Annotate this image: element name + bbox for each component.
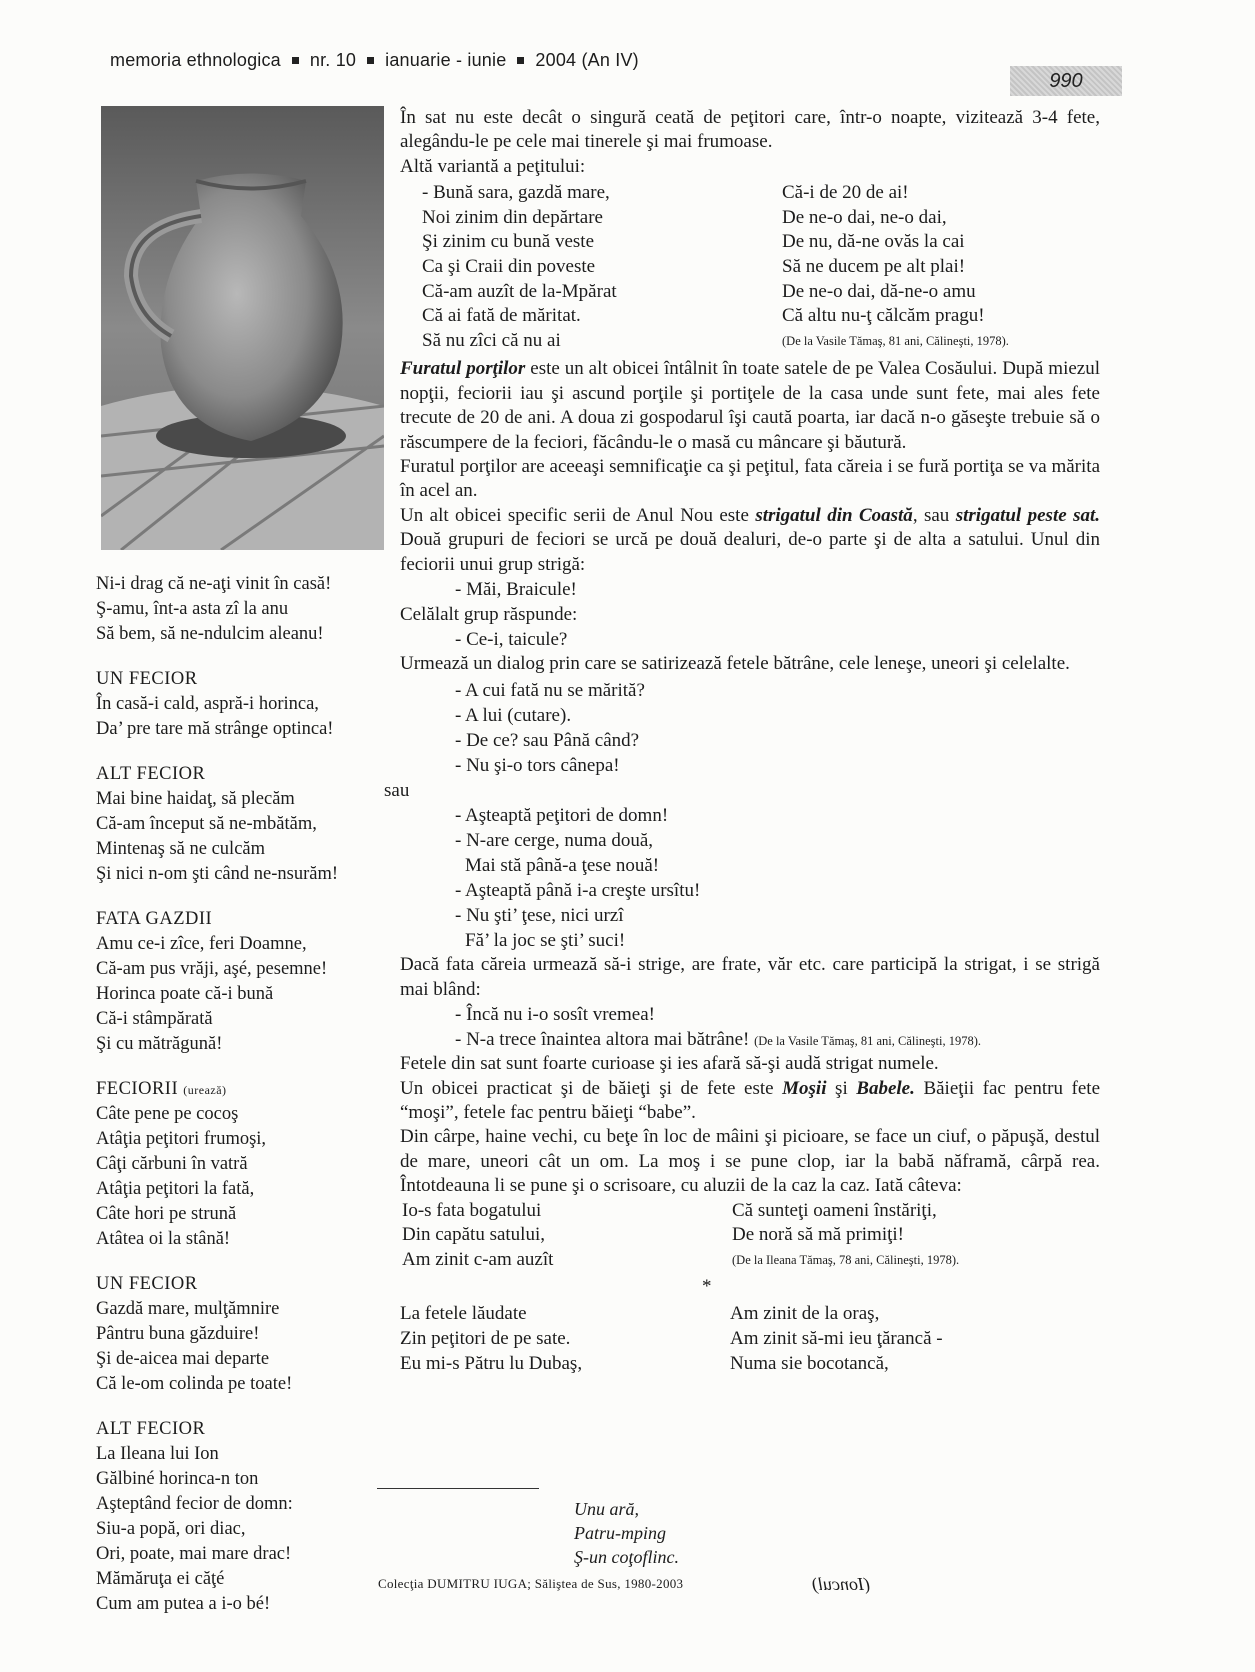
verse-line: Zin peţitori de pe sate. <box>400 1328 571 1350</box>
verse-line: Gălbiné horinca-n ton <box>96 1469 259 1489</box>
poem-left-column <box>400 1199 732 1273</box>
left-column-verses <box>96 572 386 1637</box>
collection-credit: Colecţia DUMITRU IUGA; Săliştea de Sus, 1980-2003 <box>378 1576 684 1591</box>
dialogue <box>400 577 1100 652</box>
verse-line: Din capătu satului, <box>402 1224 545 1246</box>
footnote-verse <box>574 1497 679 1569</box>
poem-left-column <box>400 181 782 353</box>
verse-line: Am zinit c-am auzît <box>402 1248 554 1270</box>
verse-line: Am zinit să-mi ieu ţărancă - <box>730 1328 943 1350</box>
verse-block <box>96 1077 386 1252</box>
paragraph: Furatul porţilor are aceeaşi semnificaţie ca şi peţitul, fata căreia i se fură portiţa se va mărita în acel an. <box>400 456 1100 502</box>
verse-line: Pântru buna găzduire! <box>96 1324 260 1344</box>
verse-line: De noră să mă primiţi! <box>732 1224 905 1246</box>
dialogue <box>400 1002 1100 1052</box>
paragraph <box>400 1077 1100 1126</box>
dialogue-line: - Măi, Braicule! <box>455 579 577 601</box>
paragraph: Altă variantă a peţitului: <box>400 155 586 177</box>
clay-jug-photo <box>101 106 384 550</box>
verse-block <box>96 762 386 887</box>
verse-line: Mai bine haidaţ, să plecăm <box>96 789 295 809</box>
speaker-heading: ALT FECIOR <box>96 1419 206 1439</box>
verse-line: Da’ pre tare mă strânge optinca! <box>96 719 334 739</box>
verse-line: Şi zinim cu bună veste <box>422 231 595 253</box>
verse-block <box>96 667 386 742</box>
verse-block <box>96 1417 386 1617</box>
verse-line: Siu-a popă, ori diac, <box>96 1519 246 1539</box>
running-header <box>110 50 639 71</box>
verse-line: Ca şi Craii din poveste <box>422 256 596 277</box>
footnote-rule <box>377 1488 539 1489</box>
paragraph-text: Două grupuri de feciori se urcă pe două dealuri, de-o parte şi de alta a satului. Unul din feciorii unui grup strigă: <box>400 529 1100 575</box>
speaker-heading <box>96 1077 386 1102</box>
source-citation: (De la Ileana Tămaş, 78 ani, Călineşti, 1978). <box>732 1252 960 1267</box>
verse-line: Unu ară, <box>574 1499 640 1519</box>
issue-period: ianuarie - iunie <box>385 50 507 70</box>
verse-line: Să nu zîci că nu ai <box>422 329 561 351</box>
verse-line: De ne-o dai, dă-ne-o amu <box>782 280 976 302</box>
mirrored-text: (Ioncul) <box>812 1574 870 1594</box>
verse-block <box>96 1272 386 1397</box>
speaker-note: (urează) <box>183 1083 227 1097</box>
verse-line: Ni-i drag că ne-aţi vinit în casă! <box>96 574 332 594</box>
speaker-heading: FATA GAZDII <box>96 909 213 929</box>
verse-line: La Ileana lui Ion <box>96 1444 219 1464</box>
verse-line: Să bem, să ne-ndulcim aleanu! <box>96 624 324 644</box>
paragraph-text: este un alt obicei întâlnit în toate satele de pe Valea Cosăului. După miezul nopţii, feciorii iau şi ascund porţile şi portiţele de la casa unde sunt fete, mai ales fete trecute de 20 de ani. A doua zi gospodarul îşi caută poarta, iar dacă n-o găseşte trebuie să o răscumpere de la feciori, făcându-le o masă cu mâncare şi băutură. <box>400 358 1100 453</box>
verse-line: Horinca poate că-i bună <box>96 984 274 1004</box>
verse-line: Câte hori pe strună <box>96 1204 237 1224</box>
verse-intro <box>96 572 386 647</box>
poem-right-column <box>732 1199 959 1273</box>
verse-line: Şi de-aicea mai departe <box>96 1349 270 1369</box>
verse-line: Câte pene pe cocoş <box>96 1104 239 1124</box>
verse-line: Numa sie bocotancă, <box>730 1352 889 1374</box>
verse-line: Atâţia peţitori la fată, <box>96 1179 255 1199</box>
paragraph: În sat nu este decât o singură ceată de peţitori care, într-o noapte, vizitează 3-4 fete, alegându-le pe cele mai tinerele şi mai frumoase. <box>400 107 1100 153</box>
verse-line: Cum am putea a i-o bé! <box>96 1594 271 1614</box>
verse-line: Că ai fată de măritat. <box>422 305 581 327</box>
poem-letter-2 <box>400 1302 1100 1376</box>
term-highlight: strigatul din Coastă <box>755 504 913 526</box>
speaker-heading: UN FECIOR <box>96 669 198 689</box>
dialogue-line: - N-are cerge, numa două, <box>455 830 653 852</box>
issue-number: nr. 10 <box>309 50 357 70</box>
dialogue-line: - Ce-i, taicule? <box>455 629 568 651</box>
paragraph: Din cârpe, haine vechi, cu beţe în loc de mâini şi picioare, se face un ciuf, o păpuşă, destul de mare, uneori cât un om. La moş i se pune clop, iar la babă năframă, cârpă rea. Întotdeauna li se pune şi o scrisoare, cu aluzii de la caz la caz. Iată câteva: <box>400 1126 1100 1197</box>
verse-line: Atâtea oi la stână! <box>96 1229 231 1249</box>
dialogue-line: - A lui (cutare). <box>455 705 572 727</box>
poem-right-column <box>730 1302 943 1376</box>
dialogue-line: - Aşteaptă peţitori de domn! <box>455 805 669 827</box>
verse-line: Şi nici n-om şti când ne-nsurăm! <box>96 864 338 884</box>
section-separator: * <box>702 1276 712 1298</box>
verse-line: Că-am pus vrăji, aşé, pesemne! <box>96 959 328 979</box>
verse-line: Ş-un coţoflinc. <box>574 1547 679 1567</box>
verse-line: Şi cu mătrăgună! <box>96 1034 223 1054</box>
poem-petit <box>400 181 1100 353</box>
term-highlight: Babele. <box>856 1077 915 1099</box>
dialogue-line: - De ce? sau Până când? <box>455 730 640 752</box>
journal-name: memoria ethnologica <box>110 50 281 70</box>
verse-line: La fetele lăudate <box>400 1303 527 1325</box>
verse-line: Noi zinim din depărtare <box>422 206 603 228</box>
verse-line: - Bună sara, gazdă mare, <box>422 182 610 204</box>
term-highlight: Moşii <box>782 1077 827 1099</box>
term-highlight: strigatul peste sat. <box>955 504 1100 526</box>
verse-line: Că sunteţi oameni înstăriţi, <box>732 1199 937 1221</box>
verse-line: Patru-mping <box>574 1523 666 1543</box>
verse-line: Amu ce-i zîce, feri Doamne, <box>96 934 307 954</box>
dialogue <box>384 678 1100 953</box>
dialogue-line: Mai stă până-a ţese nouă! <box>465 855 660 877</box>
dialogue-line: Fă’ la joc se şti’ suci! <box>465 930 626 952</box>
verse-line: Atâţia peţitori frumoşi, <box>96 1129 267 1149</box>
dialogue-line: - Aşteaptă până i-a creşte ursîtu! <box>455 880 701 902</box>
verse-line: Ori, poate, mai mare drac! <box>96 1544 292 1564</box>
verse-line: Mămăruţa ei căţé <box>96 1569 225 1589</box>
conjunction: sau <box>384 780 410 802</box>
speaker-heading: ALT FECIOR <box>96 764 206 784</box>
paragraph: Celălalt grup răspunde: <box>400 604 578 626</box>
square-bullet-icon <box>292 57 299 64</box>
verse-line: Că-i stâmpărată <box>96 1009 213 1029</box>
dialogue-line: - Încă nu i-o sosît vremea! <box>455 1004 655 1026</box>
verse-line: Că altu nu-ţ călcăm pragu! <box>782 305 985 327</box>
verse-line: În casă-i cald, aspră-i horinca, <box>96 694 319 714</box>
poem-right-column <box>782 181 1009 353</box>
dialogue-line <box>400 1027 1100 1052</box>
poem-left-column <box>400 1302 730 1376</box>
verse-line: Am zinit de la oraş, <box>730 1303 880 1325</box>
paragraph: Dacă fata căreia urmează să-i strige, are frate, văr etc. care participă la strigat, i se strigă mai blând: <box>400 954 1100 1000</box>
paragraph <box>400 357 1100 455</box>
verse-block <box>96 907 386 1057</box>
poem-letter <box>400 1199 1100 1273</box>
speaker-name: FECIORII <box>96 1079 179 1099</box>
dialogue-line: - Nu şi-o tors cânepa! <box>455 755 620 777</box>
clay-jug-image <box>101 106 384 550</box>
verse-line: Mintenaş să ne culcăm <box>96 839 266 859</box>
verse-line: Aşteptând fecior de domn: <box>96 1494 293 1514</box>
verse-line: De ne-o dai, ne-o dai, <box>782 206 947 228</box>
verse-line: Ş-amu, înt-a asta zî la anu <box>96 599 289 619</box>
dialogue-line: - A cui fată nu se mărită? <box>455 680 645 702</box>
page-number: 990 <box>1010 66 1122 96</box>
verse-line: Că-am auzît de la-Mpărat <box>422 280 617 302</box>
paragraph: Fetele din sat sunt foarte curioase şi ies afară să-şi audă strigat numele. <box>400 1053 939 1075</box>
verse-line: Să ne ducem pe alt plai! <box>782 256 966 277</box>
verse-line: Gazdă mare, mulţămnire <box>96 1299 280 1319</box>
paragraph-text: , sau <box>912 504 956 526</box>
square-bullet-icon <box>517 57 524 64</box>
term-highlight: Furatul porţilor <box>400 358 526 380</box>
source-citation: (De la Vasile Tămaş, 81 ani, Călineşti, 1978). <box>754 1034 982 1049</box>
verse-line: Eu mi-s Pătru lu Dubaş, <box>400 1352 583 1374</box>
main-column <box>384 106 1100 1376</box>
source-citation: (De la Vasile Tămaş, 81 ani, Călineşti, 1978). <box>782 333 1009 348</box>
speaker-heading: UN FECIOR <box>96 1274 198 1294</box>
square-bullet-icon <box>367 57 374 64</box>
verse-line: Că le-om colinda pe toate! <box>96 1374 293 1394</box>
paragraph-text: Un alt obicei specific serii de Anul Nou este <box>400 504 756 526</box>
paragraph: Urmează un dialog prin care se satirizează fetele bătrâne, cele leneşe, uneori şi celelalte. <box>400 653 1070 675</box>
issue-year: 2004 (An IV) <box>535 50 639 70</box>
paragraph-text: şi <box>826 1077 857 1099</box>
paragraph <box>400 504 1100 577</box>
verse-line: Câţi cărbuni în vatră <box>96 1154 248 1174</box>
verse-line: De nu, dă-ne ovăs la cai <box>782 231 965 253</box>
verse-line: Io-s fata bogatului <box>402 1199 542 1221</box>
verse-line: Că-am început să ne-mbătăm, <box>96 814 317 834</box>
dialogue-text: - N-a trece înaintea altora mai bătrâne! <box>455 1029 750 1051</box>
dialogue-line: - Nu şti’ ţese, nici urzî <box>455 905 624 927</box>
paragraph-text: Băieţii fac pentru fete “moşi”, fetele fac pentru băieţi “babe”. <box>400 1077 1100 1124</box>
verse-line: Că-i de 20 de ai! <box>782 182 909 204</box>
paragraph-text: Un obicei practicat şi de băieţi şi de fete este <box>400 1077 783 1099</box>
